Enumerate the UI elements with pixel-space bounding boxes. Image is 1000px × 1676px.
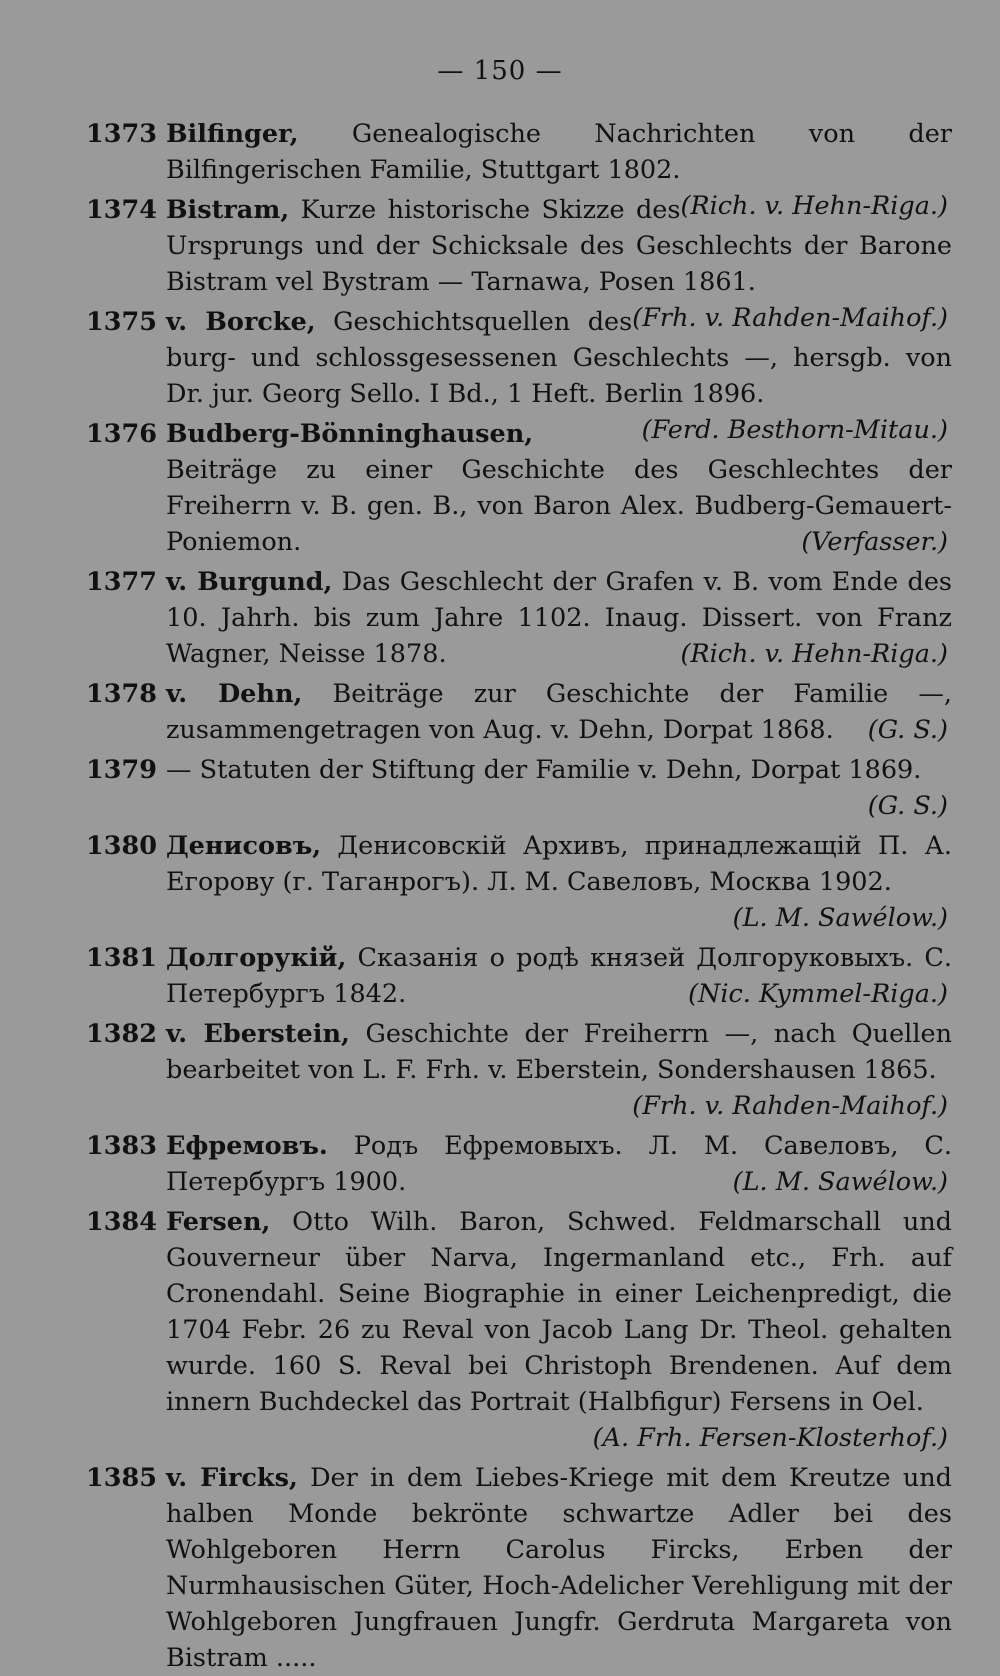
entry-number: 1385: [86, 1463, 157, 1493]
bibliography-entry-1379: [86, 752, 952, 824]
entry-text: Денисовскій Архивъ, принадлежащій П. А. Егорову (г. Таганрогъ). Л. М. Савеловъ, Москва 1902.: [166, 831, 952, 897]
entry-number: 1377: [86, 567, 157, 597]
entry-text: Geschichtsquellen des burg- und schlossgesessenen Geschlechts —, hersgb. von Dr. jur. Georg Sello. I Bd., 1 Heft. Berlin 1896.: [166, 307, 952, 409]
entry-text: Der in dem Liebes-Kriege mit dem Kreutze und halben Monde bekrönte schwartze Adler bei des Wohlgeboren Herrn Carolus Fircks, Erben der Nurmhausischen Güter, Hoch-Adelicher Verehligung mit der Wohlgeboren Jungfrauen Jungfr. Gerdruta Margareta von Bistram .....: [166, 1463, 952, 1673]
entry-number: 1381: [86, 943, 157, 973]
entry-source: (Rich. v. Hehn-Riga.): [680, 191, 948, 221]
entry-text: Beiträge zur Geschichte der Familie —, zusammengetragen von Aug. v. Dehn, Dorpat 1868.: [166, 679, 952, 745]
entry-source: (Nic. Kymmel-Riga.): [688, 979, 948, 1009]
entry-source: (Verfasser.): [801, 527, 948, 557]
entry-source: (L. M. Sawélow.): [732, 1167, 948, 1197]
entry-family-name: Долгорукій,: [166, 943, 347, 973]
entry-family-name: v. Burgund,: [166, 567, 333, 597]
entry-source: (G. S.): [867, 791, 948, 821]
entry-number: 1383: [86, 1131, 157, 1161]
entry-number: 1376: [86, 419, 157, 449]
entry-family-name: v. Borcke,: [166, 307, 316, 337]
entry-family-name: v. Dehn,: [166, 679, 303, 709]
entry-family-name: Bistram,: [166, 195, 290, 225]
entry-text: Beiträge zu einer Geschichte des Geschlechtes der Freiherrn v. B. gen. B., von Baron Alex. Budberg-Gemauert-Poniemon.: [166, 455, 952, 557]
entry-number: 1379: [86, 755, 157, 785]
entry-number: 1373: [86, 119, 157, 149]
entry-family-name: v. Fircks,: [166, 1463, 298, 1493]
entry-number: 1382: [86, 1019, 157, 1049]
entry-text: Geschichte der Freiherrn —, nach Quellen bearbeitet von L. F. Frh. v. Eberstein, Sondershausen 1865.: [166, 1019, 952, 1085]
entry-text: Otto Wilh. Baron, Schwed. Feldmarschall und Gouverneur über Narva, Ingermanland etc., Frh. auf Cronendahl. Seine Biographie in einer Leichenpredigt, die 1704 Febr. 26 zu Reval von Jacob Lang Dr. Theol. gehalten wurde. 160 S. Reval bei Christoph Brendenen. Auf dem innern Buchdeckel das Portrait (Halbfigur) Fersens in Oel.: [166, 1207, 952, 1417]
entry-family-name: Ефремовъ.: [166, 1131, 328, 1161]
bibliography-entry-1383: [86, 1128, 952, 1200]
entry-number: 1380: [86, 831, 157, 861]
bibliography-entry-1377: [86, 564, 952, 672]
entry-text: Genealogische Nachrichten von der Bilfingerischen Familie, Stuttgart 1802.: [166, 119, 952, 185]
bibliography-entry-1381: [86, 940, 952, 1012]
bibliography-entry-1380: [86, 828, 952, 936]
entry-source: (Frh. v. Rahden-Maihof.): [632, 1091, 948, 1121]
entry-source: (G. S.): [867, 715, 948, 745]
entry-family-name: Budberg-Bönninghausen,: [166, 419, 534, 449]
entry-source: (L. M. Sawélow.): [732, 903, 948, 933]
bibliography-entry-1378: [86, 676, 952, 748]
bibliography-entry-1384: [86, 1204, 952, 1456]
entry-source: (Ferd. Besthorn-Mitau.): [641, 415, 948, 445]
bibliography-entry-1382: [86, 1016, 952, 1124]
entry-text: Das Geschlecht der Grafen v. B. vom Ende des 10. Jahrh. bis zum Jahre 1102. Inaug. Dissert. von Franz Wagner, Neisse 1878.: [166, 567, 952, 669]
bibliography-entry-1385: [86, 1460, 952, 1676]
entry-number: 1374: [86, 195, 157, 225]
entry-number: 1378: [86, 679, 157, 709]
entry-source: (Rich. v. Hehn-Riga.): [680, 639, 948, 669]
entry-family-name: Денисовъ,: [166, 831, 322, 861]
page-number: — 150 —: [437, 56, 563, 86]
entry-family-name: Fersen,: [166, 1207, 271, 1237]
bibliography-entry-1376: [86, 416, 952, 560]
entry-number: 1375: [86, 307, 157, 337]
entry-text: — Statuten der Stiftung der Familie v. Dehn, Dorpat 1869.: [166, 755, 922, 785]
entry-family-name: v. Eberstein,: [166, 1019, 350, 1049]
entry-text: Kurze historische Skizze des Ursprungs und der Schicksale des Geschlechts der Barone Bistram vel Bystram — Tarnawa, Posen 1861.: [166, 195, 952, 297]
entry-source: (A. Frh. Fersen-Klosterhof.): [592, 1423, 948, 1453]
bibliography-list: [86, 116, 952, 1676]
entry-source: (Frh. v. Rahden-Maihof.): [632, 303, 948, 333]
entry-text: Родъ Ефремовыхъ. Л. М. Савеловъ, С. Петербургъ 1900.: [166, 1131, 952, 1197]
entry-number: 1384: [86, 1207, 157, 1237]
entry-family-name: Bilfinger,: [166, 119, 299, 149]
entry-text: Сказанія о родѣ князей Долгоруковыхъ. С. Петербургъ 1842.: [166, 943, 952, 1009]
